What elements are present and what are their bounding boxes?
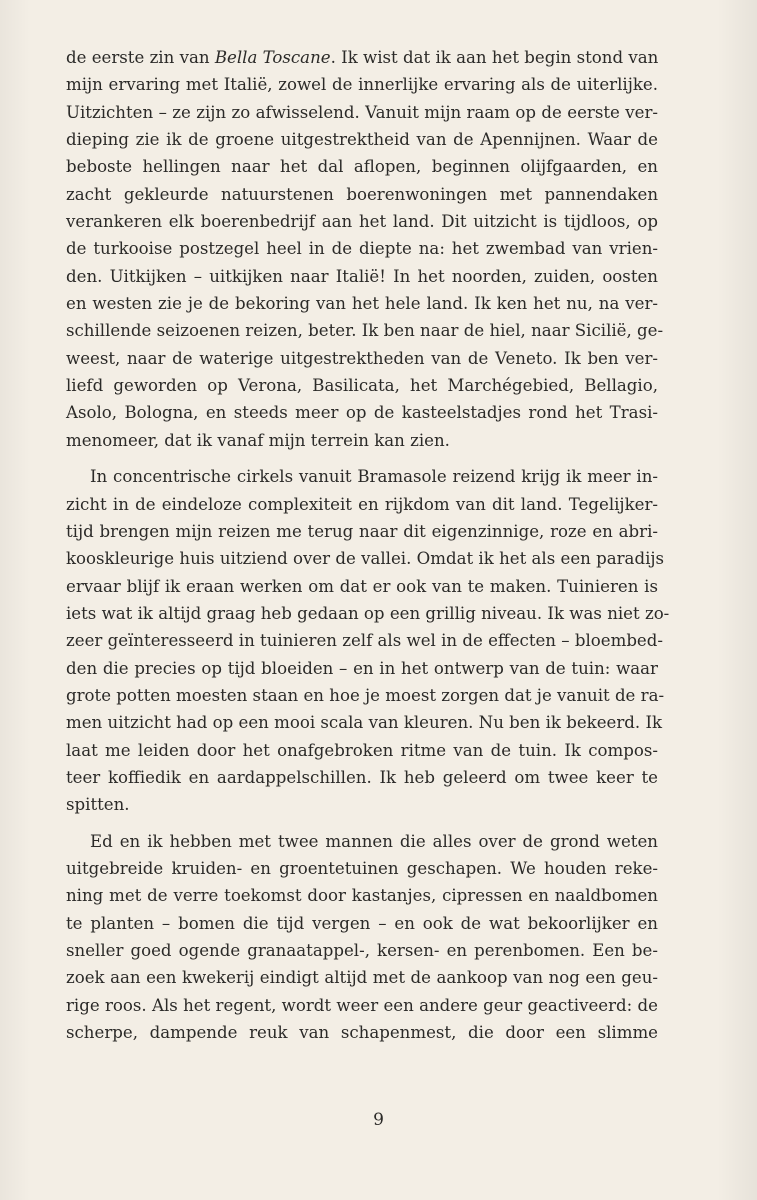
text-line: sneller goed ogende granaatappel-, kersen- en perenbomen. Een be- — [66, 941, 658, 960]
text-line: den. Uitkijken – uitkijken naar Italië! In het noorden, zuiden, oosten — [66, 266, 658, 286]
text-line: uitgebreide kruiden- en groentetuinen geschapen. We houden reke- — [66, 858, 658, 878]
text-line: Uitzichten – ze zijn zo afwisselend. Vanuit mijn raam op de eerste ver- — [66, 102, 658, 122]
text-line: menomeer, dat ik vanaf mijn terrein kan zien. — [66, 430, 450, 450]
text-line: ervaar blijf ik eraan werken om dat er ook van te maken. Tuinieren is — [66, 576, 658, 596]
text-line: de eerste zin van Bella Toscane. Ik wist dat ik aan het begin stond van — [66, 48, 659, 67]
text-line: weest, naar de waterige uitgestrektheden van de Veneto. Ik ben ver- — [66, 348, 658, 368]
text-line: beboste hellingen naar het dal aflopen, beginnen olijfgaarden, en — [66, 157, 658, 177]
text-line: men uitzicht had op een mooi scala van kleuren. Nu ben ik bekeerd. Ik — [66, 713, 663, 733]
text-line: Ed en ik hebben met twee mannen die alles over de grond weten — [90, 831, 658, 851]
text-line: te planten – bomen die tijd vergen – en ook de wat bekoorlijker en — [66, 913, 658, 933]
text-line: zicht in de eindeloze complexiteit en rijkdom van dit land. Tegelijker- — [66, 494, 658, 514]
text-line: grote potten moesten staan en hoe je moest zorgen dat je vanuit de ra- — [66, 685, 665, 705]
text-line: en westen zie je de bekoring van het hele land. Ik ken het nu, na ver- — [66, 294, 658, 314]
text-line: schillende seizoenen reizen, beter. Ik ben naar de hiel, naar Sicilië, ge- — [66, 321, 664, 341]
text-line: teer koffiedik en aardappelschillen. Ik heb geleerd om twee keer te — [66, 767, 658, 787]
text-line: zeer geïnteresseerd in tuinieren zelf als wel in de effecten – bloembed- — [66, 631, 663, 651]
body-text — [66, 44, 670, 1046]
text-line: rige roos. Als het regent, wordt weer een andere geur geactiveerd: de — [66, 995, 658, 1015]
text-line: verankeren elk boerenbedrijf aan het land. Dit uitzicht is tijdloos, op — [66, 212, 658, 232]
text-line: kooskleurige huis uitziend over de vallei. Omdat ik het als een paradijs — [66, 549, 665, 569]
text-line: liefd geworden op Verona, Basilicata, het Marchégebied, Bellagio, — [66, 376, 658, 396]
text-line: tijd brengen mijn reizen me terug naar dit eigenzinnige, roze en abri- — [66, 521, 658, 541]
text-line: zoek aan een kwekerij eindigt altijd met de aankoop van nog een geu- — [66, 968, 658, 988]
text-line: spitten. — [66, 795, 130, 815]
text-line: mijn ervaring met Italië, zowel de innerlijke ervaring als de uiterlijke. — [66, 75, 658, 95]
book-title: Bella Toscane — [214, 48, 331, 67]
text-line: iets wat ik altijd graag heb gedaan op een grillig niveau. Ik was niet zo- — [66, 603, 670, 623]
text-line: dieping zie ik de groene uitgestrektheid van de Apennijnen. Waar de — [66, 130, 658, 150]
text-line: scherpe, dampende reuk van schapenmest, die door een slimme — [66, 1023, 658, 1043]
text-line: de turkooise postzegel heel in de diepte na: het zwembad van vrien- — [66, 239, 658, 259]
paragraph-2 — [66, 463, 670, 818]
text-line: In concentrische cirkels vanuit Bramasole reizend krijg ik meer in- — [90, 467, 658, 487]
paragraph-1 — [66, 44, 664, 454]
text-line: ning met de verre toekomst door kastanjes, cipressen en naaldbomen — [66, 886, 658, 906]
text-line: den die precies op tijd bloeiden – en in het ontwerp van de tuin: waar — [66, 658, 658, 678]
text-line: laat me leiden door het onafgebroken ritme van de tuin. Ik compos- — [66, 740, 658, 760]
page-number: 9 — [373, 1110, 384, 1130]
paragraph-3 — [66, 828, 658, 1047]
text-line: Asolo, Bologna, en steeds meer op de kasteelstadjes rond het Trasi- — [66, 403, 658, 423]
text-line: zacht gekleurde natuurstenen boerenwoningen met pannendaken — [66, 184, 658, 204]
